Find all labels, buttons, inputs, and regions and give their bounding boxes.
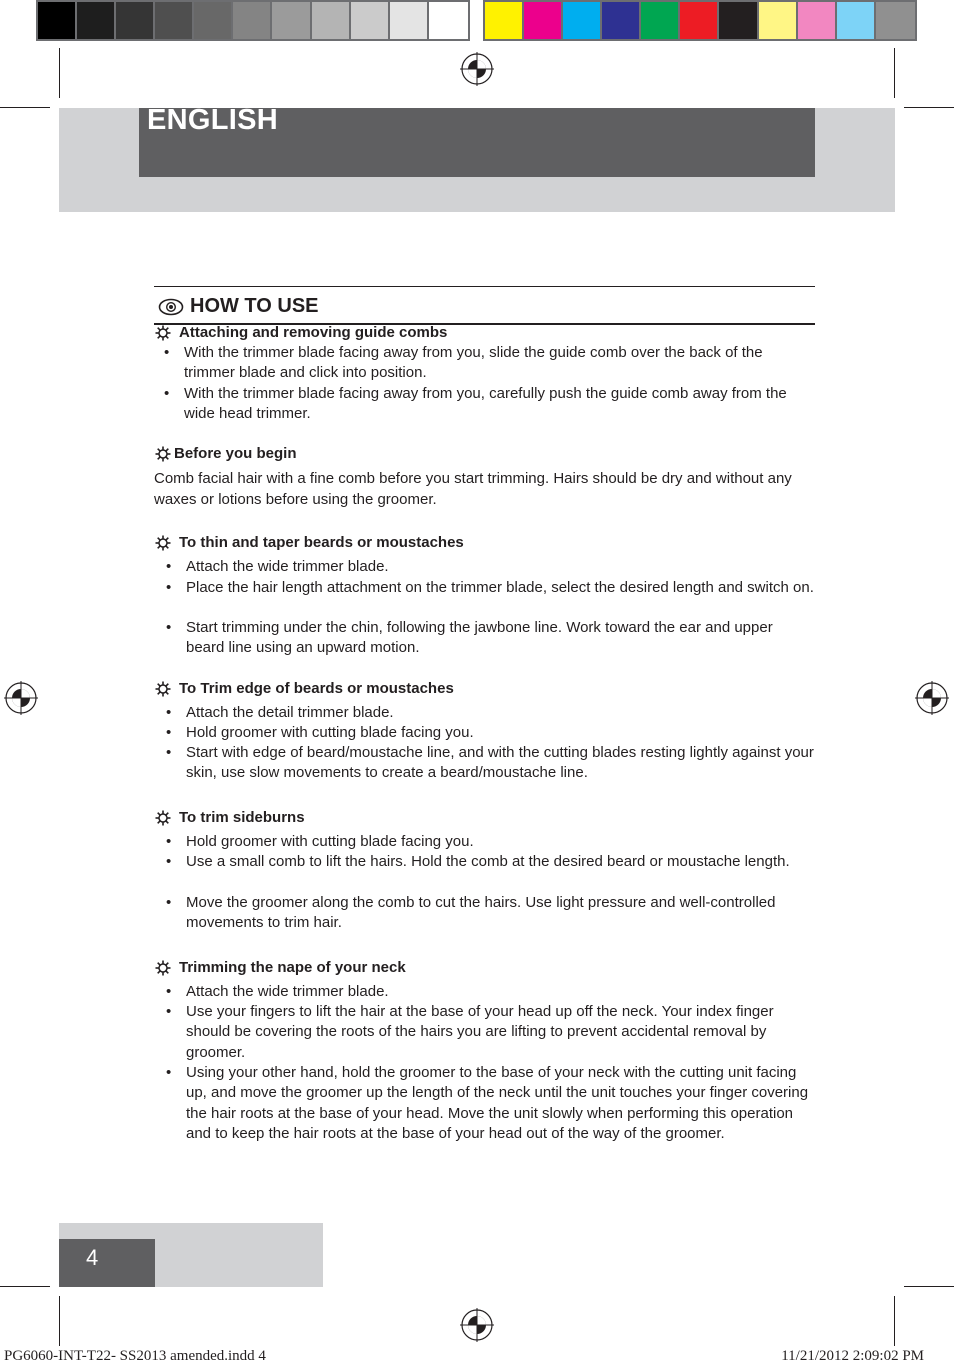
subsection-title: To trim sideburns: [179, 809, 305, 826]
subsection-heading: [155, 959, 406, 976]
list-item: • Hold groomer with cutting blade facing you.: [166, 833, 474, 850]
crop-mark: [0, 1286, 50, 1287]
color-swatch: [837, 2, 876, 39]
color-swatch: [390, 2, 429, 39]
color-swatch: [641, 2, 680, 39]
file-slug: PG6060-INT-T22- SS2013 amended.indd 4: [4, 1348, 266, 1364]
gear-icon: [155, 535, 171, 551]
print-timestamp: 11/21/2012 2:09:02 PM: [781, 1348, 924, 1364]
color-swatch: [563, 2, 602, 39]
page-number: 4: [86, 1245, 99, 1270]
color-swatch: [116, 2, 155, 39]
color-swatch: [272, 2, 311, 39]
subsection-title: To thin and taper beards or moustaches: [179, 534, 464, 551]
list-item: • Attach the detail trimmer blade.: [166, 704, 394, 721]
color-swatch: [194, 2, 233, 39]
gear-icon: [155, 960, 171, 976]
color-swatch: [233, 2, 272, 39]
gear-icon: [155, 810, 171, 826]
color-swatch: [351, 2, 390, 39]
color-swatch: [155, 2, 194, 39]
subsection-title: Attaching and removing guide combs: [179, 324, 448, 341]
list-item-text: Place the hair length attachment on the trimmer blade, select the desired length and switch on.: [186, 579, 814, 596]
gear-icon: [155, 681, 171, 697]
section-rule-top: [154, 286, 815, 287]
page-number-box: [59, 1239, 155, 1287]
list-item-text: Start with edge of beard/moustache line, and with the cutting blades resting lightly against your skin, use slow movements to create a beard/moustache line.: [186, 744, 814, 782]
color-swatch: [38, 2, 77, 39]
registration-mark-icon: [460, 52, 494, 86]
subsection-heading: [155, 324, 447, 341]
list-item: • With the trimmer blade facing away from you, carefully push the guide comb away from the wide head trimmer.: [164, 385, 787, 423]
subsection-title: Before you begin: [174, 445, 297, 462]
crop-mark: [59, 48, 60, 98]
list-item: • Attach the wide trimmer blade.: [166, 558, 389, 575]
grayscale-color-bar: [36, 0, 470, 41]
list-item-text: Hold groomer with cutting blade facing you.: [186, 833, 474, 850]
crop-mark: [59, 1296, 60, 1346]
subsection-heading: [155, 809, 305, 826]
subsection-heading: [155, 534, 464, 551]
crop-mark: [904, 1286, 954, 1287]
crop-mark: [904, 107, 954, 108]
list-item: • With the trimmer blade facing away from you, slide the guide comb over the back of the trimmer blade and click into position.: [164, 344, 763, 382]
list-item: • Use your fingers to lift the hair at the base of your head up off the neck. Your index finger should be covering the roots of the hairs you are lifting to prevent accidental removal by groomer.: [166, 1003, 774, 1061]
language-title: ENGLISH: [147, 104, 278, 136]
color-swatch: [485, 2, 524, 39]
crop-mark: [894, 1296, 895, 1346]
list-item-text: With the trimmer blade facing away from you, slide the guide comb over the back of the trimmer blade and click into position.: [184, 344, 763, 382]
section-title: HOW TO USE: [190, 295, 319, 317]
color-swatch: [759, 2, 798, 39]
process-color-bar: [483, 0, 917, 41]
color-swatch: [719, 2, 758, 39]
list-item-text: Using your other hand, hold the groomer to the base of your neck with the cutting unit facing up, and move the groomer up the length of the neck until the unit touches your finger covering the hair roots at the base of your head. Move the unit slowly when performing this operation and to keep the hair roots at the base of your head out of the way of the groomer.: [186, 1064, 809, 1143]
subsection-title: Trimming the nape of your neck: [179, 959, 406, 976]
gear-icon: [155, 446, 171, 462]
list-item-text: Attach the wide trimmer blade.: [186, 558, 389, 575]
list-item: • Hold groomer with cutting blade facing you.: [166, 724, 474, 741]
color-swatch: [312, 2, 351, 39]
subsection-title: To Trim edge of beards or moustaches: [179, 680, 454, 697]
registration-mark-icon: [915, 681, 949, 715]
gear-icon: [155, 325, 171, 341]
list-item-text: Attach the detail trimmer blade.: [186, 704, 394, 721]
eye-icon: [158, 298, 184, 316]
color-swatch: [798, 2, 837, 39]
section-heading: [158, 295, 319, 318]
list-item-text: Use your fingers to lift the hair at the base of your head up off the neck. Your index finger should be covering the roots of the hairs you are lifting to prevent accidental removal by groomer.: [186, 1003, 774, 1061]
list-item: • Move the groomer along the comb to cut the hairs. Use light pressure and well-controlled movements to trim hair.: [166, 894, 776, 932]
list-item: • Place the hair length attachment on the trimmer blade, select the desired length and switch on.: [166, 579, 814, 596]
list-item: • Use a small comb to lift the hairs. Hold the comb at the desired beard or moustache length.: [166, 853, 790, 870]
list-item-text: Attach the wide trimmer blade.: [186, 983, 389, 1000]
color-swatch: [602, 2, 641, 39]
list-item-text: Start trimming under the chin, following the jawbone line. Work toward the ear and upper beard line using an upward motion.: [186, 619, 773, 657]
color-swatch: [876, 2, 915, 39]
color-swatch: [680, 2, 719, 39]
crop-mark: [894, 48, 895, 98]
list-item-text: Use a small comb to lift the hairs. Hold the comb at the desired beard or moustache length.: [186, 853, 790, 870]
subsection-heading: [155, 680, 454, 697]
list-item-text: With the trimmer blade facing away from you, carefully push the guide comb away from the wide head trimmer.: [184, 385, 787, 423]
color-swatch: [77, 2, 116, 39]
list-item: • Using your other hand, hold the groomer to the base of your neck with the cutting unit facing up, and move the groomer up the length of the neck until the unit touches your finger covering the hair roots at the base of your head. Move the unit slowly when performing this operation and to keep the hair roots at the base of your head out of the way of the groomer.: [166, 1064, 809, 1143]
registration-mark-icon: [460, 1308, 494, 1342]
registration-mark-icon: [4, 681, 38, 715]
color-swatch: [524, 2, 563, 39]
subsection-heading: [155, 445, 297, 462]
color-swatch: [429, 2, 468, 39]
list-item: • Start trimming under the chin, following the jawbone line. Work toward the ear and upper beard line using an upward motion.: [166, 619, 773, 657]
list-item-text: Move the groomer along the comb to cut the hairs. Use light pressure and well-controlled movements to trim hair.: [186, 894, 776, 932]
list-item: • Attach the wide trimmer blade.: [166, 983, 389, 1000]
crop-mark: [0, 107, 50, 108]
list-item-text: Hold groomer with cutting blade facing you.: [186, 724, 474, 741]
list-item: • Start with edge of beard/moustache line, and with the cutting blades resting lightly against your skin, use slow movements to create a beard/moustache line.: [166, 744, 814, 782]
paragraph: Comb facial hair with a fine comb before you start trimming. Hairs should be dry and without any waxes or lotions before using the groomer.: [154, 470, 792, 508]
